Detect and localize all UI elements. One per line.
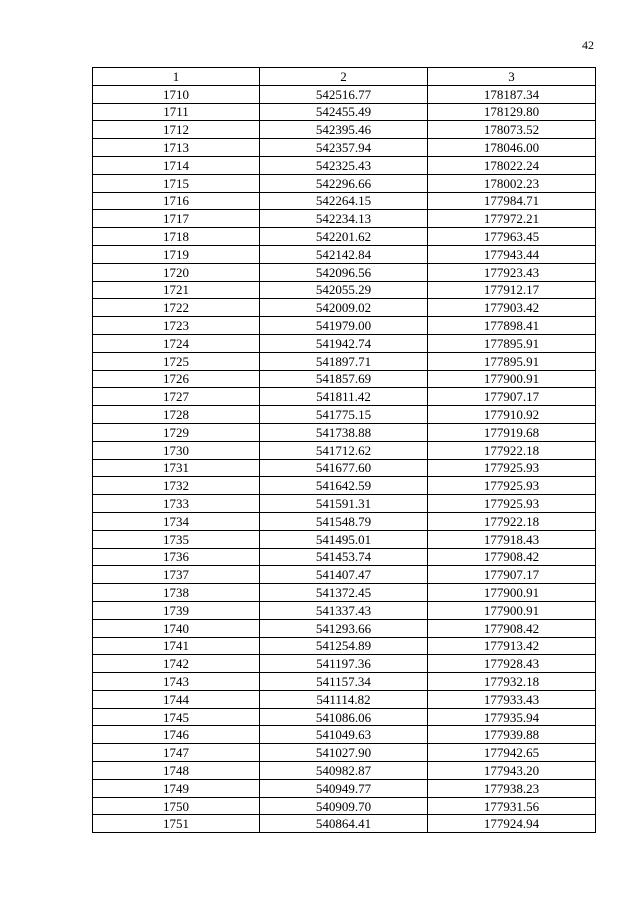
y-coordinate-cell: 177918.43 bbox=[428, 530, 596, 548]
point-number-cell: 1738 bbox=[93, 584, 260, 602]
x-coordinate-cell: 542516.77 bbox=[260, 85, 428, 103]
point-number-cell: 1728 bbox=[93, 406, 260, 424]
table-row bbox=[93, 512, 596, 530]
point-number-cell: 1735 bbox=[93, 530, 260, 548]
x-coordinate-cell: 540909.70 bbox=[260, 797, 428, 815]
x-coordinate-cell: 541293.66 bbox=[260, 619, 428, 637]
y-coordinate-cell: 177900.91 bbox=[428, 370, 596, 388]
y-coordinate-cell: 178002.23 bbox=[428, 174, 596, 192]
y-coordinate-cell: 177938.23 bbox=[428, 779, 596, 797]
point-number-cell: 1751 bbox=[93, 815, 260, 833]
y-coordinate-cell: 177895.91 bbox=[428, 334, 596, 352]
table-row bbox=[93, 441, 596, 459]
x-coordinate-cell: 541979.00 bbox=[260, 317, 428, 335]
column-header-2: 2 bbox=[260, 68, 428, 86]
y-coordinate-cell: 177943.20 bbox=[428, 762, 596, 780]
table-row bbox=[93, 103, 596, 121]
table-row bbox=[93, 726, 596, 744]
x-coordinate-cell: 541712.62 bbox=[260, 441, 428, 459]
point-number-cell: 1730 bbox=[93, 441, 260, 459]
y-coordinate-cell: 177900.91 bbox=[428, 601, 596, 619]
table-row bbox=[93, 797, 596, 815]
x-coordinate-cell: 542296.66 bbox=[260, 174, 428, 192]
y-coordinate-cell: 177984.71 bbox=[428, 192, 596, 210]
table-row bbox=[93, 708, 596, 726]
x-coordinate-cell: 541897.71 bbox=[260, 352, 428, 370]
y-coordinate-cell: 177919.68 bbox=[428, 423, 596, 441]
table-row bbox=[93, 779, 596, 797]
point-number-cell: 1733 bbox=[93, 495, 260, 513]
point-number-cell: 1723 bbox=[93, 317, 260, 335]
table-row bbox=[93, 192, 596, 210]
point-number-cell: 1742 bbox=[93, 655, 260, 673]
y-coordinate-cell: 177913.42 bbox=[428, 637, 596, 655]
point-number-cell: 1725 bbox=[93, 352, 260, 370]
point-number-cell: 1736 bbox=[93, 548, 260, 566]
point-number-cell: 1714 bbox=[93, 156, 260, 174]
point-number-cell: 1722 bbox=[93, 299, 260, 317]
y-coordinate-cell: 177963.45 bbox=[428, 228, 596, 246]
table-row bbox=[93, 245, 596, 263]
x-coordinate-cell: 541548.79 bbox=[260, 512, 428, 530]
y-coordinate-cell: 177912.17 bbox=[428, 281, 596, 299]
point-number-cell: 1748 bbox=[93, 762, 260, 780]
point-number-cell: 1734 bbox=[93, 512, 260, 530]
y-coordinate-cell: 178073.52 bbox=[428, 121, 596, 139]
y-coordinate-cell: 177925.93 bbox=[428, 477, 596, 495]
x-coordinate-cell: 540949.77 bbox=[260, 779, 428, 797]
point-number-cell: 1739 bbox=[93, 601, 260, 619]
y-coordinate-cell: 177922.18 bbox=[428, 441, 596, 459]
x-coordinate-cell: 541453.74 bbox=[260, 548, 428, 566]
y-coordinate-cell: 177972.21 bbox=[428, 210, 596, 228]
x-coordinate-cell: 542264.15 bbox=[260, 192, 428, 210]
x-coordinate-cell: 541407.47 bbox=[260, 566, 428, 584]
point-number-cell: 1731 bbox=[93, 459, 260, 477]
x-coordinate-cell: 541677.60 bbox=[260, 459, 428, 477]
table-header-row bbox=[93, 68, 596, 86]
point-number-cell: 1718 bbox=[93, 228, 260, 246]
y-coordinate-cell: 177898.41 bbox=[428, 317, 596, 335]
table-row bbox=[93, 334, 596, 352]
y-coordinate-cell: 177908.42 bbox=[428, 619, 596, 637]
point-number-cell: 1749 bbox=[93, 779, 260, 797]
y-coordinate-cell: 178046.00 bbox=[428, 139, 596, 157]
x-coordinate-cell: 541114.82 bbox=[260, 690, 428, 708]
table-row bbox=[93, 566, 596, 584]
point-number-cell: 1716 bbox=[93, 192, 260, 210]
x-coordinate-cell: 541086.06 bbox=[260, 708, 428, 726]
y-coordinate-cell: 177933.43 bbox=[428, 690, 596, 708]
table-row bbox=[93, 299, 596, 317]
table-row bbox=[93, 139, 596, 157]
point-number-cell: 1711 bbox=[93, 103, 260, 121]
y-coordinate-cell: 177932.18 bbox=[428, 673, 596, 691]
x-coordinate-cell: 541049.63 bbox=[260, 726, 428, 744]
point-number-cell: 1743 bbox=[93, 673, 260, 691]
x-coordinate-cell: 542357.94 bbox=[260, 139, 428, 157]
table-row bbox=[93, 156, 596, 174]
table-row bbox=[93, 601, 596, 619]
table-row bbox=[93, 744, 596, 762]
y-coordinate-cell: 177925.93 bbox=[428, 495, 596, 513]
x-coordinate-cell: 542142.84 bbox=[260, 245, 428, 263]
table-row bbox=[93, 228, 596, 246]
table-row bbox=[93, 690, 596, 708]
y-coordinate-cell: 177931.56 bbox=[428, 797, 596, 815]
coordinates-table bbox=[92, 67, 596, 833]
y-coordinate-cell: 177943.44 bbox=[428, 245, 596, 263]
y-coordinate-cell: 177942.65 bbox=[428, 744, 596, 762]
table-row bbox=[93, 406, 596, 424]
x-coordinate-cell: 541495.01 bbox=[260, 530, 428, 548]
table-row bbox=[93, 530, 596, 548]
y-coordinate-cell: 178187.34 bbox=[428, 85, 596, 103]
table-row bbox=[93, 815, 596, 833]
x-coordinate-cell: 541857.69 bbox=[260, 370, 428, 388]
x-coordinate-cell: 541775.15 bbox=[260, 406, 428, 424]
table-row bbox=[93, 388, 596, 406]
table-body bbox=[93, 85, 596, 832]
x-coordinate-cell: 541197.36 bbox=[260, 655, 428, 673]
point-number-cell: 1737 bbox=[93, 566, 260, 584]
point-number-cell: 1726 bbox=[93, 370, 260, 388]
point-number-cell: 1712 bbox=[93, 121, 260, 139]
y-coordinate-cell: 177907.17 bbox=[428, 388, 596, 406]
table-row bbox=[93, 174, 596, 192]
table-row bbox=[93, 459, 596, 477]
x-coordinate-cell: 542096.56 bbox=[260, 263, 428, 281]
y-coordinate-cell: 177928.43 bbox=[428, 655, 596, 673]
y-coordinate-cell: 177900.91 bbox=[428, 584, 596, 602]
table-row bbox=[93, 263, 596, 281]
table-row bbox=[93, 477, 596, 495]
column-header-1: 1 bbox=[93, 68, 260, 86]
x-coordinate-cell: 542201.62 bbox=[260, 228, 428, 246]
x-coordinate-cell: 541811.42 bbox=[260, 388, 428, 406]
y-coordinate-cell: 177903.42 bbox=[428, 299, 596, 317]
y-coordinate-cell: 177908.42 bbox=[428, 548, 596, 566]
table-row bbox=[93, 317, 596, 335]
table-row bbox=[93, 619, 596, 637]
x-coordinate-cell: 540982.87 bbox=[260, 762, 428, 780]
table-row bbox=[93, 495, 596, 513]
x-coordinate-cell: 541591.31 bbox=[260, 495, 428, 513]
x-coordinate-cell: 541642.59 bbox=[260, 477, 428, 495]
page-number: 42 bbox=[582, 38, 594, 52]
y-coordinate-cell: 177923.43 bbox=[428, 263, 596, 281]
y-coordinate-cell: 177924.94 bbox=[428, 815, 596, 833]
table-row bbox=[93, 423, 596, 441]
y-coordinate-cell: 177907.17 bbox=[428, 566, 596, 584]
point-number-cell: 1710 bbox=[93, 85, 260, 103]
x-coordinate-cell: 541738.88 bbox=[260, 423, 428, 441]
x-coordinate-cell: 541254.89 bbox=[260, 637, 428, 655]
y-coordinate-cell: 178129.80 bbox=[428, 103, 596, 121]
x-coordinate-cell: 542395.46 bbox=[260, 121, 428, 139]
point-number-cell: 1715 bbox=[93, 174, 260, 192]
point-number-cell: 1741 bbox=[93, 637, 260, 655]
point-number-cell: 1744 bbox=[93, 690, 260, 708]
x-coordinate-cell: 540864.41 bbox=[260, 815, 428, 833]
y-coordinate-cell: 177925.93 bbox=[428, 459, 596, 477]
x-coordinate-cell: 541157.34 bbox=[260, 673, 428, 691]
x-coordinate-cell: 542055.29 bbox=[260, 281, 428, 299]
table-row bbox=[93, 85, 596, 103]
x-coordinate-cell: 542234.13 bbox=[260, 210, 428, 228]
point-number-cell: 1720 bbox=[93, 263, 260, 281]
y-coordinate-cell: 177935.94 bbox=[428, 708, 596, 726]
table-row bbox=[93, 584, 596, 602]
y-coordinate-cell: 177939.88 bbox=[428, 726, 596, 744]
x-coordinate-cell: 541027.90 bbox=[260, 744, 428, 762]
point-number-cell: 1745 bbox=[93, 708, 260, 726]
point-number-cell: 1729 bbox=[93, 423, 260, 441]
x-coordinate-cell: 542455.49 bbox=[260, 103, 428, 121]
point-number-cell: 1719 bbox=[93, 245, 260, 263]
point-number-cell: 1732 bbox=[93, 477, 260, 495]
table-row bbox=[93, 637, 596, 655]
y-coordinate-cell: 178022.24 bbox=[428, 156, 596, 174]
y-coordinate-cell: 177922.18 bbox=[428, 512, 596, 530]
point-number-cell: 1721 bbox=[93, 281, 260, 299]
table-row bbox=[93, 655, 596, 673]
point-number-cell: 1724 bbox=[93, 334, 260, 352]
point-number-cell: 1713 bbox=[93, 139, 260, 157]
column-header-3: 3 bbox=[428, 68, 596, 86]
x-coordinate-cell: 541337.43 bbox=[260, 601, 428, 619]
point-number-cell: 1747 bbox=[93, 744, 260, 762]
point-number-cell: 1746 bbox=[93, 726, 260, 744]
table-row bbox=[93, 762, 596, 780]
x-coordinate-cell: 541372.45 bbox=[260, 584, 428, 602]
x-coordinate-cell: 541942.74 bbox=[260, 334, 428, 352]
table-row bbox=[93, 673, 596, 691]
point-number-cell: 1717 bbox=[93, 210, 260, 228]
point-number-cell: 1740 bbox=[93, 619, 260, 637]
table-row bbox=[93, 210, 596, 228]
table-row bbox=[93, 352, 596, 370]
table-row bbox=[93, 121, 596, 139]
table-row bbox=[93, 548, 596, 566]
y-coordinate-cell: 177895.91 bbox=[428, 352, 596, 370]
table-row bbox=[93, 281, 596, 299]
table-row bbox=[93, 370, 596, 388]
y-coordinate-cell: 177910.92 bbox=[428, 406, 596, 424]
x-coordinate-cell: 542325.43 bbox=[260, 156, 428, 174]
x-coordinate-cell: 542009.02 bbox=[260, 299, 428, 317]
point-number-cell: 1727 bbox=[93, 388, 260, 406]
point-number-cell: 1750 bbox=[93, 797, 260, 815]
